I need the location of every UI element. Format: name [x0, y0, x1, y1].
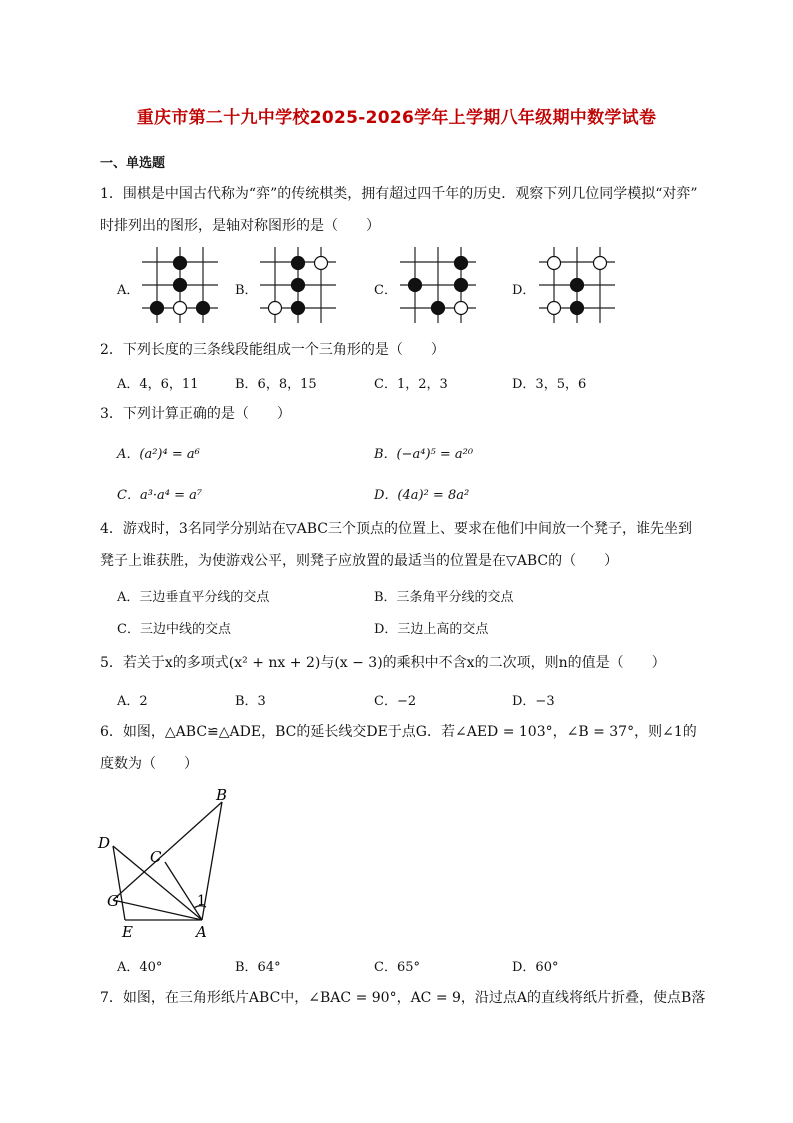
fig-label-d: D — [98, 834, 111, 852]
fig-label-a: A — [196, 923, 207, 941]
q6-option-b[interactable]: B．64° — [235, 960, 281, 975]
black-stone — [174, 279, 187, 292]
white-stone — [548, 257, 561, 270]
q5-option-a[interactable]: A．2 — [117, 694, 148, 709]
black-stone — [571, 302, 584, 315]
q2-option-a[interactable]: A．4，6，11 — [117, 377, 199, 392]
white-stone — [269, 302, 282, 315]
q6-triangle-figure — [90, 780, 250, 945]
q6-option-a[interactable]: A．40° — [117, 960, 163, 975]
white-stone — [548, 302, 561, 315]
q3-option-d[interactable]: D．(4a)² = 8a² — [374, 488, 470, 503]
q2-stem: 2．下列长度的三条线段能组成一个三角形的是（ ） — [100, 342, 445, 358]
q5-option-d[interactable]: D．−3 — [512, 694, 555, 709]
black-stone — [409, 279, 422, 292]
q3-stem: 3．下列计算正确的是（ ） — [100, 406, 291, 422]
fig-label-e: E — [122, 923, 133, 941]
black-stone — [571, 279, 584, 292]
q1-option-a-label[interactable]: A． — [117, 283, 140, 298]
q6-stem-line1: 6．如图，△ABC≌△ADE，BC的延长线交DE于点G．若∠AED = 103°，∠B = 37°，则∠1的 — [100, 724, 697, 740]
q2-option-b[interactable]: B．6，8，15 — [235, 377, 317, 392]
q5-option-c[interactable]: C．−2 — [374, 694, 417, 709]
q4-option-b[interactable]: B．三条角平分线的交点 — [374, 590, 514, 605]
q1-stem-line1: 1．围棋是中国古代称为“弈”的传统棋类，拥有超过四千年的历史．观察下列几位同学模拟“对弈” — [100, 186, 698, 202]
black-stone — [432, 302, 445, 315]
black-stone — [292, 279, 305, 292]
fig-label-c: C — [150, 848, 162, 866]
q3-option-c[interactable]: C．a³·a⁴ = a⁷ — [117, 488, 203, 503]
white-stone — [174, 302, 187, 315]
q4-option-c[interactable]: C．三边中线的交点 — [117, 622, 231, 637]
black-stone — [197, 302, 210, 315]
black-stone — [174, 257, 187, 270]
q4-option-a[interactable]: A．三边垂直平分线的交点 — [117, 590, 270, 605]
white-stone — [594, 257, 607, 270]
q1-figures — [110, 247, 630, 323]
black-stone — [151, 302, 164, 315]
white-stone — [315, 257, 328, 270]
black-stone — [292, 257, 305, 270]
q4-stem-line2: 凳子上谁获胜，为使游戏公平，则凳子应放置的最适当的位置是在▽ABC的（ ） — [100, 553, 619, 569]
q1-option-c-label[interactable]: C． — [374, 283, 397, 298]
fig-label-b: B — [216, 786, 228, 804]
white-stone — [455, 302, 468, 315]
black-stone — [455, 257, 468, 270]
q1-option-d-label[interactable]: D． — [512, 283, 536, 298]
q5-option-b[interactable]: B．3 — [235, 694, 266, 709]
fig-label-g: G — [107, 892, 119, 910]
q1-stem-line2: 时排列出的图形，是轴对称图形的是（ ） — [100, 218, 380, 234]
q4-option-d[interactable]: D．三边上高的交点 — [374, 622, 489, 637]
q6-option-d[interactable]: D．60° — [512, 960, 559, 975]
fig-label-1: 1 — [197, 893, 206, 909]
q6-option-c[interactable]: C．65° — [374, 960, 420, 975]
section-heading: 一、单选题 — [100, 156, 166, 171]
q1-option-b-label[interactable]: B． — [235, 283, 258, 298]
q7-stem-line1: 7．如图，在三角形纸片ABC中，∠BAC = 90°，AC = 9，沿过点A的直线将纸片折叠，使点B落 — [100, 990, 706, 1006]
black-stone — [292, 302, 305, 315]
q5-stem: 5．若关于x的多项式(x² + nx + 2)与(x − 3)的乘积中不含x的二次项，则n的值是（ ） — [100, 655, 666, 671]
q6-stem-line2: 度数为（ ） — [100, 756, 198, 772]
exam-title: 重庆市第二十九中学校2025-2026学年上学期八年级期中数学试卷 — [136, 108, 657, 128]
q2-option-c[interactable]: C．1，2，3 — [374, 377, 448, 392]
q2-option-d[interactable]: D．3，5，6 — [512, 377, 587, 392]
q3-option-a[interactable]: A．(a²)⁴ = a⁶ — [117, 447, 200, 462]
q3-option-b[interactable]: B．(−a⁴)⁵ = a²⁰ — [374, 447, 474, 462]
q4-stem-line1: 4．游戏时，3名同学分别站在▽ABC三个顶点的位置上、要求在他们中间放一个凳子，谁先坐到 — [100, 521, 692, 537]
black-stone — [455, 279, 468, 292]
